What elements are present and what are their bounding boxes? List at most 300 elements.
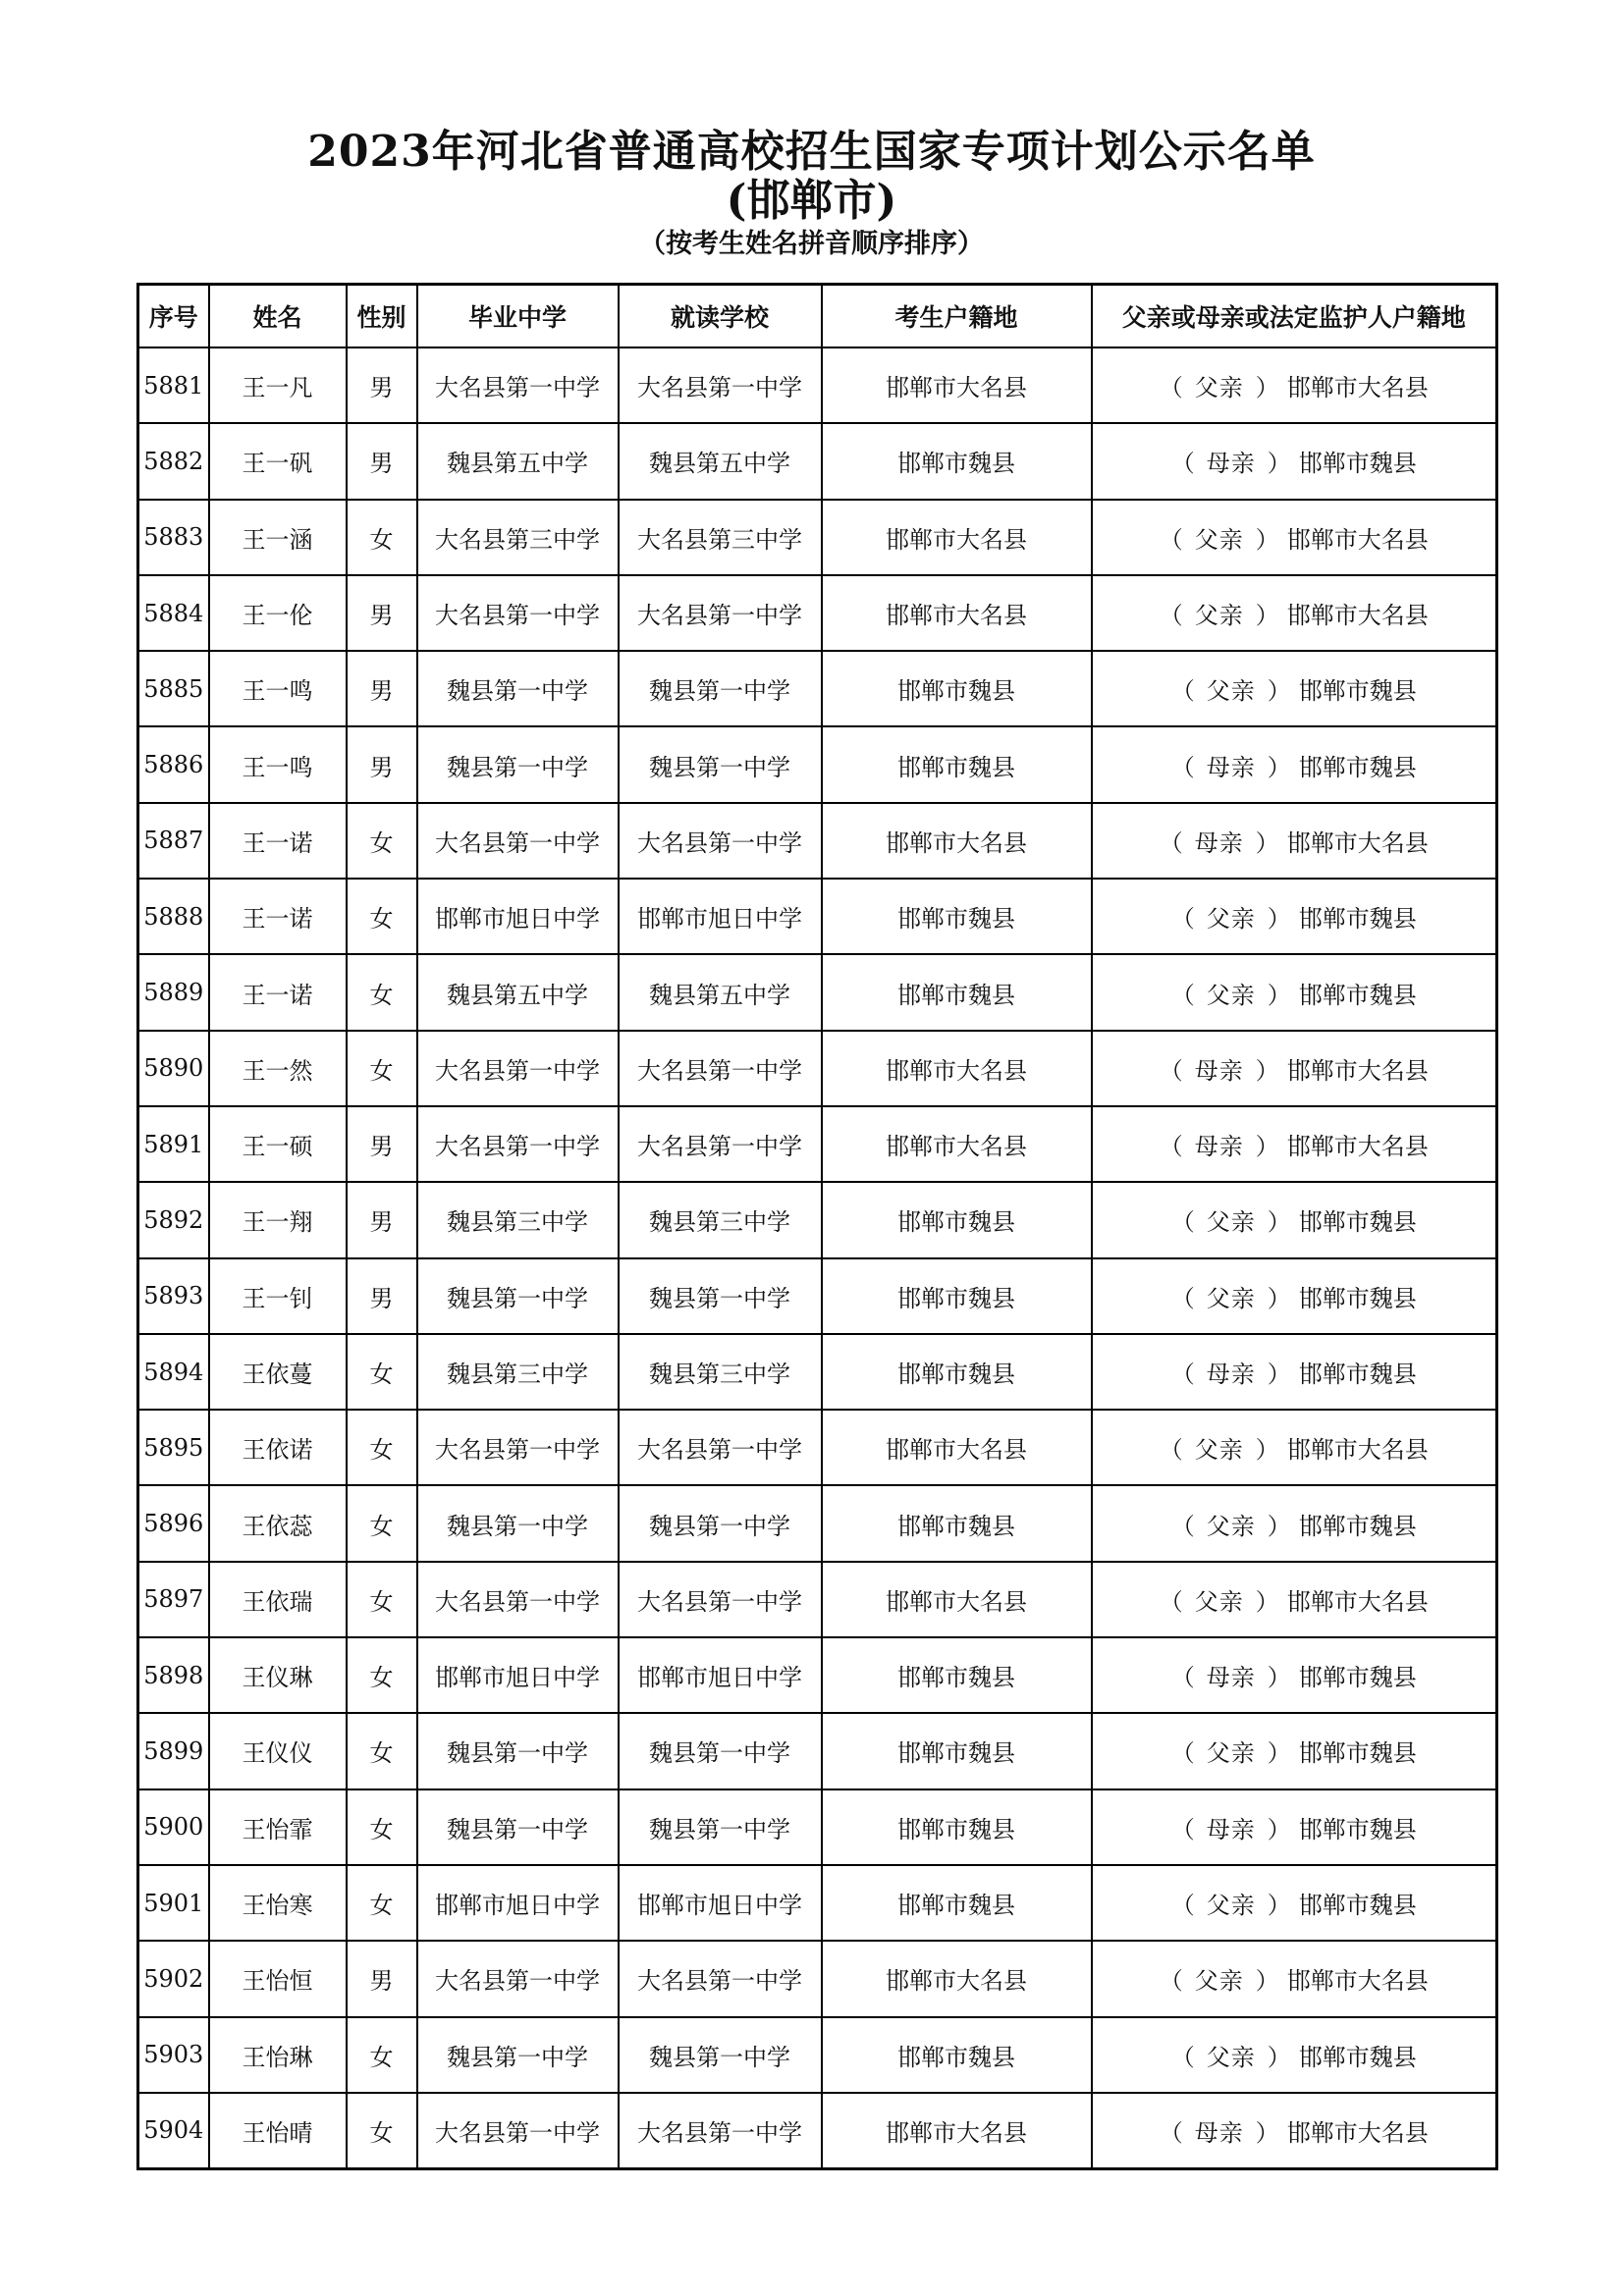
paren-close: ） [1255, 1056, 1279, 1085]
paren-close: ） [1267, 677, 1291, 706]
cell-seq: 5897 [138, 1562, 209, 1637]
guardian-household: 邯郸市大名县 [1286, 525, 1429, 554]
cell-grad-school: 魏县第一中学 [417, 651, 619, 726]
cell-gender: 男 [347, 1106, 417, 1182]
cell-name: 王一凡 [209, 347, 347, 423]
paren-open: （ [1159, 374, 1183, 402]
cell-household: 邯郸市大名县 [822, 2093, 1092, 2169]
paren-close: ） [1267, 450, 1291, 478]
cell-guardian-household [1092, 500, 1497, 575]
cell-grad-school: 魏县第一中学 [417, 1713, 619, 1789]
cell-gender: 女 [347, 1334, 417, 1410]
cell-seq: 5886 [138, 726, 209, 802]
cell-seq: 5899 [138, 1713, 209, 1789]
table-row [138, 803, 1497, 879]
paren-open: （ [1170, 450, 1195, 478]
cell-grad-school: 魏县第一中学 [417, 1258, 619, 1334]
cell-grad-school: 魏县第五中学 [417, 423, 619, 499]
cell-name: 王一涵 [209, 500, 347, 575]
cell-current-school: 大名县第一中学 [619, 2093, 822, 2169]
cell-household: 邯郸市大名县 [822, 803, 1092, 879]
cell-grad-school: 大名县第一中学 [417, 1106, 619, 1182]
cell-guardian-household [1092, 1182, 1497, 1257]
cell-guardian-household [1092, 1485, 1497, 1561]
table-row [138, 423, 1497, 499]
cell-guardian-household [1092, 726, 1497, 802]
cell-gender: 女 [347, 1789, 417, 1865]
paren-open: （ [1159, 1967, 1183, 1996]
header-seq: 序号 [138, 285, 209, 348]
cell-seq: 5902 [138, 1941, 209, 2016]
paren-open: （ [1170, 905, 1195, 934]
paren-close: ） [1255, 828, 1279, 857]
cell-household: 邯郸市魏县 [822, 1789, 1092, 1865]
cell-seq: 5882 [138, 423, 209, 499]
cell-name: 王仪琳 [209, 1637, 347, 1713]
cell-guardian-household [1092, 1031, 1497, 1106]
guardian-relation: 母亲 [1194, 2118, 1244, 2147]
cell-household: 邯郸市魏县 [822, 1334, 1092, 1410]
cell-current-school: 大名县第一中学 [619, 1031, 822, 1106]
cell-current-school: 魏县第一中学 [619, 1713, 822, 1789]
cell-grad-school: 大名县第一中学 [417, 2093, 619, 2169]
table-row [138, 1485, 1497, 1561]
paren-open: （ [1170, 981, 1195, 1009]
cell-household: 邯郸市大名县 [822, 1941, 1092, 2016]
cell-current-school: 大名县第三中学 [619, 500, 822, 575]
document-subtitle: (邯郸市) [726, 176, 897, 226]
guardian-household: 邯郸市魏县 [1298, 677, 1417, 706]
guardian-household: 邯郸市魏县 [1298, 1815, 1417, 1843]
guardian-household: 邯郸市大名县 [1286, 602, 1429, 630]
cell-seq: 5885 [138, 651, 209, 726]
paren-close: ） [1267, 1361, 1291, 1388]
cell-current-school: 大名县第一中学 [619, 1941, 822, 2016]
guardian-household: 邯郸市大名县 [1286, 1436, 1429, 1465]
paren-close: ） [1255, 1587, 1279, 1616]
cell-household: 邯郸市魏县 [822, 726, 1092, 802]
paren-open: （ [1159, 1587, 1183, 1616]
table-row [138, 1562, 1497, 1637]
table-header [138, 285, 1497, 348]
cell-name: 王怡晴 [209, 2093, 347, 2169]
cell-seq: 5896 [138, 1485, 209, 1561]
guardian-relation: 母亲 [1206, 450, 1256, 478]
header-grad-school: 毕业中学 [417, 285, 619, 348]
guardian-household: 邯郸市魏县 [1298, 905, 1417, 934]
header-name: 姓名 [209, 285, 347, 348]
paren-close: ） [1255, 1436, 1279, 1465]
cell-name: 王依蕊 [209, 1485, 347, 1561]
sort-order-note: （按考生姓名拼音顺序排序） [639, 229, 984, 259]
cell-seq: 5900 [138, 1789, 209, 1865]
paren-open: （ [1170, 1512, 1195, 1540]
cell-grad-school: 大名县第一中学 [417, 575, 619, 651]
cell-gender: 男 [347, 651, 417, 726]
guardian-household: 邯郸市魏县 [1298, 1361, 1417, 1388]
cell-guardian-household [1092, 803, 1497, 879]
table-row [138, 575, 1497, 651]
cell-seq: 5881 [138, 347, 209, 423]
cell-guardian-household [1092, 1865, 1497, 1941]
table-row [138, 500, 1497, 575]
cell-seq: 5884 [138, 575, 209, 651]
cell-household: 邯郸市魏县 [822, 1637, 1092, 1713]
guardian-relation: 父亲 [1194, 602, 1244, 630]
cell-seq: 5891 [138, 1106, 209, 1182]
guardian-relation: 父亲 [1206, 2043, 1256, 2071]
header-household: 考生户籍地 [822, 285, 1092, 348]
cell-seq: 5894 [138, 1334, 209, 1410]
cell-name: 王依瑞 [209, 1562, 347, 1637]
cell-current-school: 魏县第三中学 [619, 1182, 822, 1257]
cell-guardian-household [1092, 1637, 1497, 1713]
cell-current-school: 大名县第一中学 [619, 347, 822, 423]
paren-close: ） [1267, 1208, 1291, 1237]
cell-guardian-household [1092, 879, 1497, 954]
cell-household: 邯郸市魏县 [822, 1713, 1092, 1789]
cell-name: 王怡琳 [209, 2017, 347, 2093]
cell-name: 王一诺 [209, 954, 347, 1030]
header-guardian-household: 父亲或母亲或法定监护人户籍地 [1092, 285, 1497, 348]
cell-grad-school: 魏县第一中学 [417, 1789, 619, 1865]
guardian-relation: 母亲 [1206, 1361, 1256, 1388]
cell-gender: 男 [347, 347, 417, 423]
table-row [138, 651, 1497, 726]
paren-open: （ [1170, 1739, 1195, 1768]
cell-current-school: 魏县第一中学 [619, 2017, 822, 2093]
cell-name: 王依诺 [209, 1410, 347, 1485]
paren-open: （ [1170, 2043, 1195, 2071]
cell-current-school: 魏县第一中学 [619, 1485, 822, 1561]
paren-open: （ [1159, 1056, 1183, 1085]
paren-close: ） [1267, 1284, 1291, 1312]
paren-open: （ [1159, 1133, 1183, 1161]
header-row [138, 285, 1497, 348]
paren-close: ） [1267, 905, 1291, 934]
cell-guardian-household [1092, 1258, 1497, 1334]
cell-guardian-household [1092, 2093, 1497, 2169]
paren-open: （ [1159, 1436, 1183, 1465]
cell-household: 邯郸市魏县 [822, 954, 1092, 1030]
paren-close: ） [1255, 2118, 1279, 2147]
cell-current-school: 邯郸市旭日中学 [619, 1865, 822, 1941]
cell-guardian-household [1092, 1789, 1497, 1865]
cell-current-school: 魏县第一中学 [619, 651, 822, 726]
cell-current-school: 魏县第一中学 [619, 726, 822, 802]
cell-gender: 女 [347, 1031, 417, 1106]
cell-seq: 5901 [138, 1865, 209, 1941]
guardian-relation: 父亲 [1206, 905, 1256, 934]
cell-grad-school: 大名县第一中学 [417, 1410, 619, 1485]
cell-household: 邯郸市魏县 [822, 1258, 1092, 1334]
paren-open: （ [1159, 828, 1183, 857]
table-row [138, 726, 1497, 802]
guardian-relation: 父亲 [1206, 677, 1256, 706]
cell-name: 王一翔 [209, 1182, 347, 1257]
paren-open: （ [1170, 1361, 1195, 1388]
cell-grad-school: 邯郸市旭日中学 [417, 1865, 619, 1941]
cell-current-school: 邯郸市旭日中学 [619, 1637, 822, 1713]
cell-name: 王仪仪 [209, 1713, 347, 1789]
cell-name: 王一硕 [209, 1106, 347, 1182]
table-row [138, 347, 1497, 423]
cell-household: 邯郸市大名县 [822, 347, 1092, 423]
cell-current-school: 大名县第一中学 [619, 1106, 822, 1182]
cell-gender: 女 [347, 2093, 417, 2169]
paren-close: ） [1255, 1967, 1279, 1996]
cell-household: 邯郸市魏县 [822, 423, 1092, 499]
cell-grad-school: 大名县第一中学 [417, 1941, 619, 2016]
cell-household: 邯郸市魏县 [822, 1865, 1092, 1941]
cell-gender: 男 [347, 1182, 417, 1257]
guardian-relation: 母亲 [1194, 1056, 1244, 1085]
cell-current-school: 魏县第五中学 [619, 954, 822, 1030]
guardian-relation: 母亲 [1194, 1133, 1244, 1161]
cell-gender: 女 [347, 500, 417, 575]
cell-seq: 5903 [138, 2017, 209, 2093]
guardian-relation: 父亲 [1194, 525, 1244, 554]
cell-gender: 女 [347, 1637, 417, 1713]
cell-current-school: 魏县第三中学 [619, 1334, 822, 1410]
cell-seq: 5889 [138, 954, 209, 1030]
paren-open: （ [1159, 2118, 1183, 2147]
cell-current-school: 大名县第一中学 [619, 575, 822, 651]
cell-grad-school: 大名县第一中学 [417, 1562, 619, 1637]
paren-close: ） [1267, 1815, 1291, 1843]
table-row [138, 954, 1497, 1030]
cell-seq: 5888 [138, 879, 209, 954]
cell-grad-school: 魏县第三中学 [417, 1334, 619, 1410]
cell-household: 邯郸市大名县 [822, 1410, 1092, 1485]
guardian-household: 邯郸市大名县 [1286, 2118, 1429, 2147]
guardian-relation: 父亲 [1206, 1284, 1256, 1312]
cell-gender: 女 [347, 1865, 417, 1941]
cell-seq: 5893 [138, 1258, 209, 1334]
cell-household: 邯郸市大名县 [822, 1031, 1092, 1106]
cell-current-school: 大名县第一中学 [619, 1410, 822, 1485]
guardian-household: 邯郸市大名县 [1286, 1967, 1429, 1996]
guardian-relation: 母亲 [1206, 753, 1256, 781]
table-row [138, 1106, 1497, 1182]
cell-grad-school: 邯郸市旭日中学 [417, 1637, 619, 1713]
guardian-relation: 母亲 [1206, 1815, 1256, 1843]
paren-open: （ [1170, 677, 1195, 706]
paren-close: ） [1255, 1133, 1279, 1161]
cell-gender: 女 [347, 1410, 417, 1485]
table-row [138, 1865, 1497, 1941]
guardian-household: 邯郸市魏县 [1298, 2043, 1417, 2071]
cell-guardian-household [1092, 423, 1497, 499]
guardian-household: 邯郸市魏县 [1298, 1284, 1417, 1312]
cell-current-school: 邯郸市旭日中学 [619, 879, 822, 954]
cell-guardian-household [1092, 2017, 1497, 2093]
paren-close: ） [1267, 981, 1291, 1009]
cell-gender: 男 [347, 1258, 417, 1334]
guardian-household: 邯郸市魏县 [1298, 1208, 1417, 1237]
paren-open: （ [1170, 1664, 1195, 1692]
cell-guardian-household [1092, 1410, 1497, 1485]
cell-name: 王依蔓 [209, 1334, 347, 1410]
cell-gender: 男 [347, 423, 417, 499]
paren-open: （ [1170, 1284, 1195, 1312]
cell-grad-school: 大名县第一中学 [417, 1031, 619, 1106]
cell-guardian-household [1092, 1334, 1497, 1410]
cell-household: 邯郸市魏县 [822, 1485, 1092, 1561]
guardian-relation: 父亲 [1206, 981, 1256, 1009]
guardian-household: 邯郸市魏县 [1298, 753, 1417, 781]
cell-grad-school: 魏县第一中学 [417, 1485, 619, 1561]
paren-close: ） [1267, 1512, 1291, 1540]
paren-close: ） [1255, 374, 1279, 402]
cell-household: 邯郸市大名县 [822, 575, 1092, 651]
cell-name: 王一伦 [209, 575, 347, 651]
table-row [138, 1182, 1497, 1257]
cell-gender: 女 [347, 803, 417, 879]
cell-gender: 女 [347, 1562, 417, 1637]
guardian-household: 邯郸市魏县 [1298, 1664, 1417, 1692]
cell-grad-school: 魏县第五中学 [417, 954, 619, 1030]
paren-close: ） [1267, 1664, 1291, 1692]
guardian-household: 邯郸市魏县 [1298, 1892, 1417, 1920]
paren-open: （ [1170, 1208, 1195, 1237]
cell-seq: 5887 [138, 803, 209, 879]
guardian-relation: 父亲 [1206, 1208, 1256, 1237]
paren-open: （ [1159, 525, 1183, 554]
cell-grad-school: 大名县第一中学 [417, 347, 619, 423]
cell-guardian-household [1092, 1941, 1497, 2016]
guardian-relation: 父亲 [1206, 1512, 1256, 1540]
cell-household: 邯郸市魏县 [822, 651, 1092, 726]
cell-name: 王怡寒 [209, 1865, 347, 1941]
cell-seq: 5904 [138, 2093, 209, 2169]
cell-grad-school: 魏县第三中学 [417, 1182, 619, 1257]
cell-current-school: 大名县第一中学 [619, 803, 822, 879]
cell-current-school: 大名县第一中学 [619, 1562, 822, 1637]
cell-name: 王一钊 [209, 1258, 347, 1334]
guardian-relation: 母亲 [1206, 1664, 1256, 1692]
cell-seq: 5883 [138, 500, 209, 575]
cell-gender: 女 [347, 1485, 417, 1561]
cell-gender: 女 [347, 954, 417, 1030]
roster-table [136, 283, 1498, 2170]
cell-grad-school: 魏县第一中学 [417, 2017, 619, 2093]
guardian-household: 邯郸市魏县 [1298, 981, 1417, 1009]
cell-guardian-household [1092, 651, 1497, 726]
table-row [138, 2017, 1497, 2093]
guardian-household: 邯郸市魏县 [1298, 450, 1417, 478]
guardian-household: 邯郸市魏县 [1298, 1739, 1417, 1768]
cell-grad-school: 邯郸市旭日中学 [417, 879, 619, 954]
table-row [138, 1713, 1497, 1789]
cell-seq: 5895 [138, 1410, 209, 1485]
cell-current-school: 魏县第一中学 [619, 1789, 822, 1865]
cell-gender: 男 [347, 726, 417, 802]
paren-close: ） [1255, 602, 1279, 630]
paren-close: ） [1267, 753, 1291, 781]
cell-seq: 5892 [138, 1182, 209, 1257]
cell-gender: 女 [347, 1713, 417, 1789]
paren-open: （ [1159, 602, 1183, 630]
guardian-relation: 父亲 [1194, 1967, 1244, 1996]
cell-current-school: 魏县第五中学 [619, 423, 822, 499]
paren-open: （ [1170, 1815, 1195, 1843]
cell-name: 王怡恒 [209, 1941, 347, 2016]
cell-guardian-household [1092, 1713, 1497, 1789]
cell-household: 邯郸市大名县 [822, 500, 1092, 575]
cell-name: 王一诺 [209, 803, 347, 879]
table-row [138, 1789, 1497, 1865]
table-body [138, 347, 1497, 2169]
guardian-household: 邯郸市大名县 [1286, 828, 1429, 857]
guardian-household: 邯郸市魏县 [1298, 1512, 1417, 1540]
cell-name: 王一鸣 [209, 726, 347, 802]
table-row [138, 1031, 1497, 1106]
cell-guardian-household [1092, 575, 1497, 651]
paren-close: ） [1267, 1739, 1291, 1768]
table-row [138, 1410, 1497, 1485]
cell-household: 邯郸市魏县 [822, 1182, 1092, 1257]
cell-household: 邯郸市魏县 [822, 879, 1092, 954]
paren-close: ） [1255, 525, 1279, 554]
cell-name: 王一诺 [209, 879, 347, 954]
cell-household: 邯郸市大名县 [822, 1106, 1092, 1182]
guardian-relation: 父亲 [1194, 1436, 1244, 1465]
cell-gender: 女 [347, 2017, 417, 2093]
table-row [138, 1258, 1497, 1334]
table-row [138, 2093, 1497, 2169]
document-title: 2023年河北省普通高校招生国家专项计划公示名单 [307, 127, 1316, 177]
guardian-household: 邯郸市大名县 [1286, 374, 1429, 402]
header-gender: 性别 [347, 285, 417, 348]
guardian-household: 邯郸市大名县 [1286, 1587, 1429, 1616]
cell-seq: 5890 [138, 1031, 209, 1106]
cell-name: 王一矾 [209, 423, 347, 499]
guardian-relation: 父亲 [1206, 1739, 1256, 1768]
cell-grad-school: 大名县第一中学 [417, 803, 619, 879]
cell-grad-school: 魏县第一中学 [417, 726, 619, 802]
guardian-household: 邯郸市大名县 [1286, 1056, 1429, 1085]
cell-household: 邯郸市魏县 [822, 2017, 1092, 2093]
paren-close: ） [1267, 2043, 1291, 2071]
guardian-relation: 母亲 [1194, 828, 1244, 857]
table-row [138, 1637, 1497, 1713]
cell-guardian-household [1092, 1562, 1497, 1637]
cell-guardian-household [1092, 954, 1497, 1030]
cell-grad-school: 大名县第三中学 [417, 500, 619, 575]
cell-name: 王一鸣 [209, 651, 347, 726]
cell-gender: 女 [347, 879, 417, 954]
paren-close: ） [1267, 1892, 1291, 1920]
cell-name: 王怡霏 [209, 1789, 347, 1865]
cell-name: 王一然 [209, 1031, 347, 1106]
table-row [138, 1941, 1497, 2016]
cell-guardian-household [1092, 1106, 1497, 1182]
cell-seq: 5898 [138, 1637, 209, 1713]
table-row [138, 1334, 1497, 1410]
cell-gender: 男 [347, 575, 417, 651]
guardian-relation: 父亲 [1206, 1892, 1256, 1920]
table-row [138, 879, 1497, 954]
header-current-school: 就读学校 [619, 285, 822, 348]
cell-guardian-household [1092, 347, 1497, 423]
paren-open: （ [1170, 753, 1195, 781]
cell-gender: 男 [347, 1941, 417, 2016]
guardian-household: 邯郸市大名县 [1286, 1133, 1429, 1161]
paren-open: （ [1170, 1892, 1195, 1920]
cell-current-school: 魏县第一中学 [619, 1258, 822, 1334]
guardian-relation: 父亲 [1194, 374, 1244, 402]
